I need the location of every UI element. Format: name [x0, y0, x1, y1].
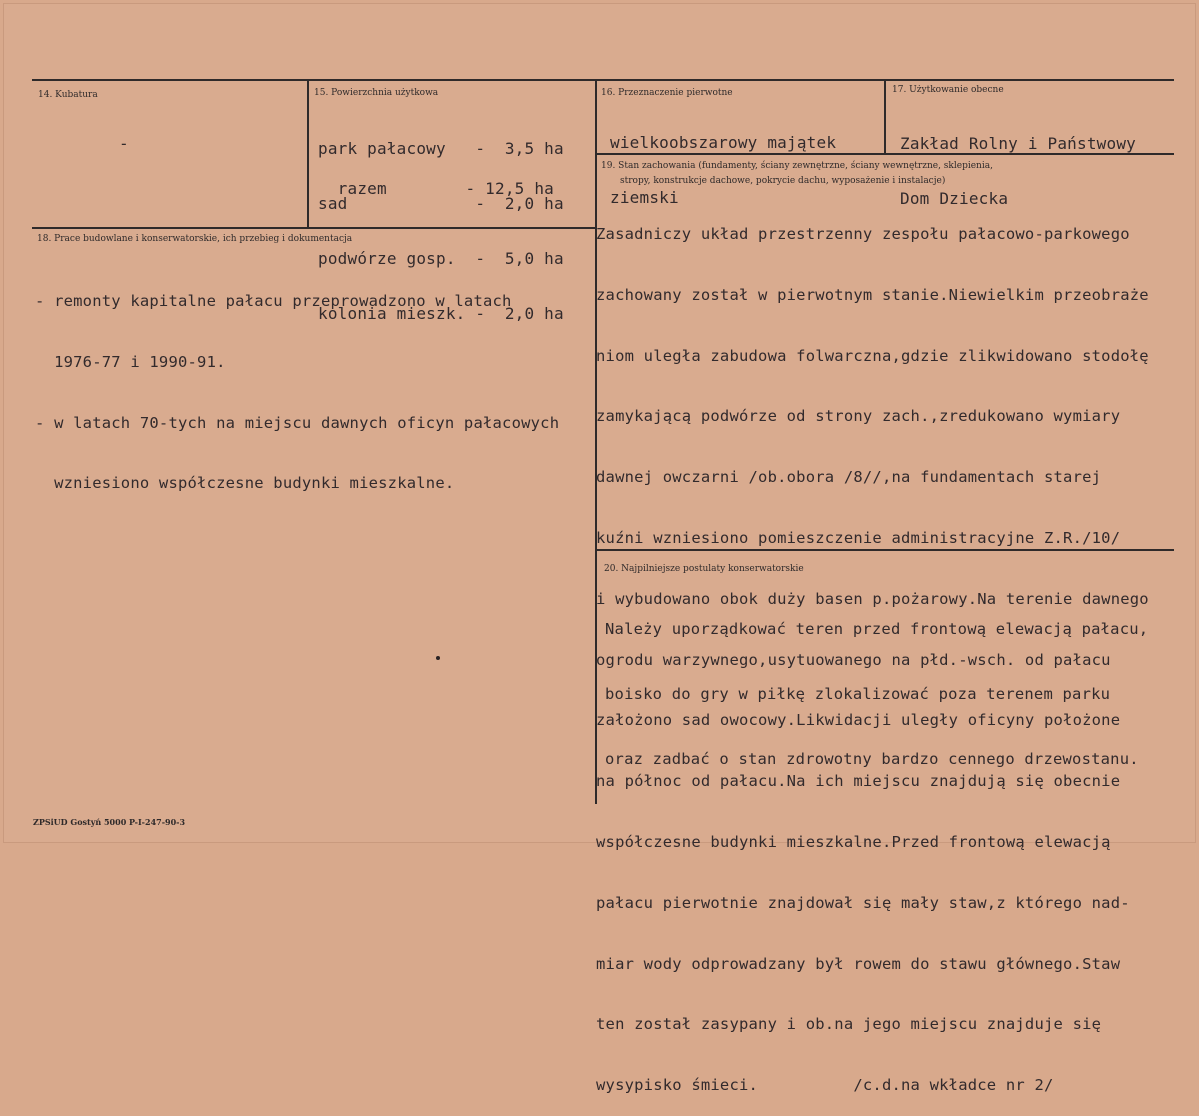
stan-line: ogrodu warzywnego,usytuowanego na płd.-wsch. od pałacu: [596, 650, 1111, 669]
powierzchnia-row: sad - 2,0 ha: [318, 194, 564, 213]
stan-line: i wybudowano obok duży basen p.pożarowy.Na terenie dawnego: [596, 589, 1149, 608]
stan-line: zachowany został w pierwotnym stanie.Niewielkim przeobraże: [596, 285, 1149, 304]
postulaty-label: 20. Najpilniejsze postulaty konserwatorskie: [604, 564, 804, 574]
powierzchnia-row: podwórze gosp. - 5,0 ha: [318, 249, 564, 268]
przeznaczenie-label: 16. Przeznaczenie pierwotne: [601, 88, 733, 98]
stan-line: Zasadniczy układ przestrzenny zespołu pałacowo-parkowego: [596, 225, 1130, 243]
ink-dot: [436, 656, 440, 660]
kubatura-label: 14. Kubatura: [38, 90, 98, 100]
powierzchnia-row: park pałacowy - 3,5 ha: [318, 139, 564, 158]
top-rule: [32, 79, 1174, 81]
przeznaczenie-line: ziemski: [610, 188, 679, 207]
prace-line: - remonty kapitalne pałacu przeprowadzono w latach: [35, 292, 512, 310]
postulaty-line: boisko do gry w piłkę zlokalizować poza terenem parku: [605, 685, 1111, 703]
prace-line: - w latach 70-tych na miejscu dawnych oficyn pałacowych: [35, 413, 560, 432]
stan-line: wysypisko śmieci. /c.d.na wkładce nr 2/: [596, 1076, 1054, 1095]
przeznaczenie-line: wielkoobszarowy majątek: [610, 133, 837, 152]
stan-line: niom uległa zabudowa folwarczna,gdzie zlikwidowano stodołę: [596, 346, 1149, 365]
stan-line: na północ od pałacu.Na ich miejscu znajdują się obecnie: [596, 772, 1121, 791]
uzytkowanie-line: Dom Dziecka: [900, 189, 1009, 208]
printer-imprint: ZPSiUD Gostyń 5000 P-I-247-90-3: [33, 817, 186, 827]
powierzchnia-row: kolonia mieszk. - 2,0 ha: [318, 304, 564, 323]
stan-label-line1: 19. Stan zachowania (fundamenty, ściany zewnętrzne, ściany wewnętrzne, sklepienia,: [601, 161, 993, 171]
stan-line: kuźni wzniesiono pomieszczenie administracyjne Z.R./10/: [596, 528, 1121, 547]
prace-text: [35, 253, 559, 514]
uzytkowanie-label: 17. Użytkowanie obecne: [892, 85, 1004, 95]
stan-line: pałacu pierwotnie znajdował się mały staw,z którego nad-: [596, 893, 1130, 912]
prace-line: 1976-77 i 1990-91.: [35, 352, 226, 371]
powierzchnia-total: razem - 12,5 ha: [318, 179, 554, 198]
stan-line: dawnej owczarni /ob.obora /8//,na fundamentach starej: [596, 468, 1102, 487]
vertical-rule-16-17: [884, 79, 886, 154]
postulaty-text: [605, 579, 1148, 792]
uzytkowanie-line: Zakład Rolny i Państwowy: [900, 134, 1136, 153]
stan-line: współczesne budynki mieszkalne.Przed frontową elewacją: [596, 832, 1111, 851]
stan-line: ten został zasypany i ob.na jego miejscu znajduje się: [596, 1015, 1102, 1034]
prace-label: 18. Prace budowlane i konserwatorskie, ich przebieg i dokumentacja: [37, 234, 353, 244]
stan-line: założono sad owocowy.Likwidacji uległy oficyny położone: [596, 711, 1121, 730]
powierzchnia-label: 15. Powierzchnia użytkowa: [314, 88, 439, 98]
vertical-rule-14-15: [307, 79, 309, 228]
stan-line: miar wody odprowadzany był rowem do stawu głównego.Staw: [596, 954, 1121, 973]
stan-label-line2: stropy, konstrukcje dachowe, pokrycie dachu, wyposażenie i instalacje): [620, 176, 946, 186]
kubatura-value: -: [119, 134, 129, 153]
postulaty-line: oraz zadbać o stan zdrowotny bardzo cennego drzewostanu.: [605, 750, 1139, 768]
postulaty-line: Należy uporządkować teren przed frontową elewacją pałacu,: [605, 620, 1149, 638]
prace-line: wzniesiono współczesne budynki mieszkalne.: [35, 474, 455, 493]
stan-line: zamykającą podwórze od strony zach.,zredukowano wymiary: [596, 407, 1121, 426]
